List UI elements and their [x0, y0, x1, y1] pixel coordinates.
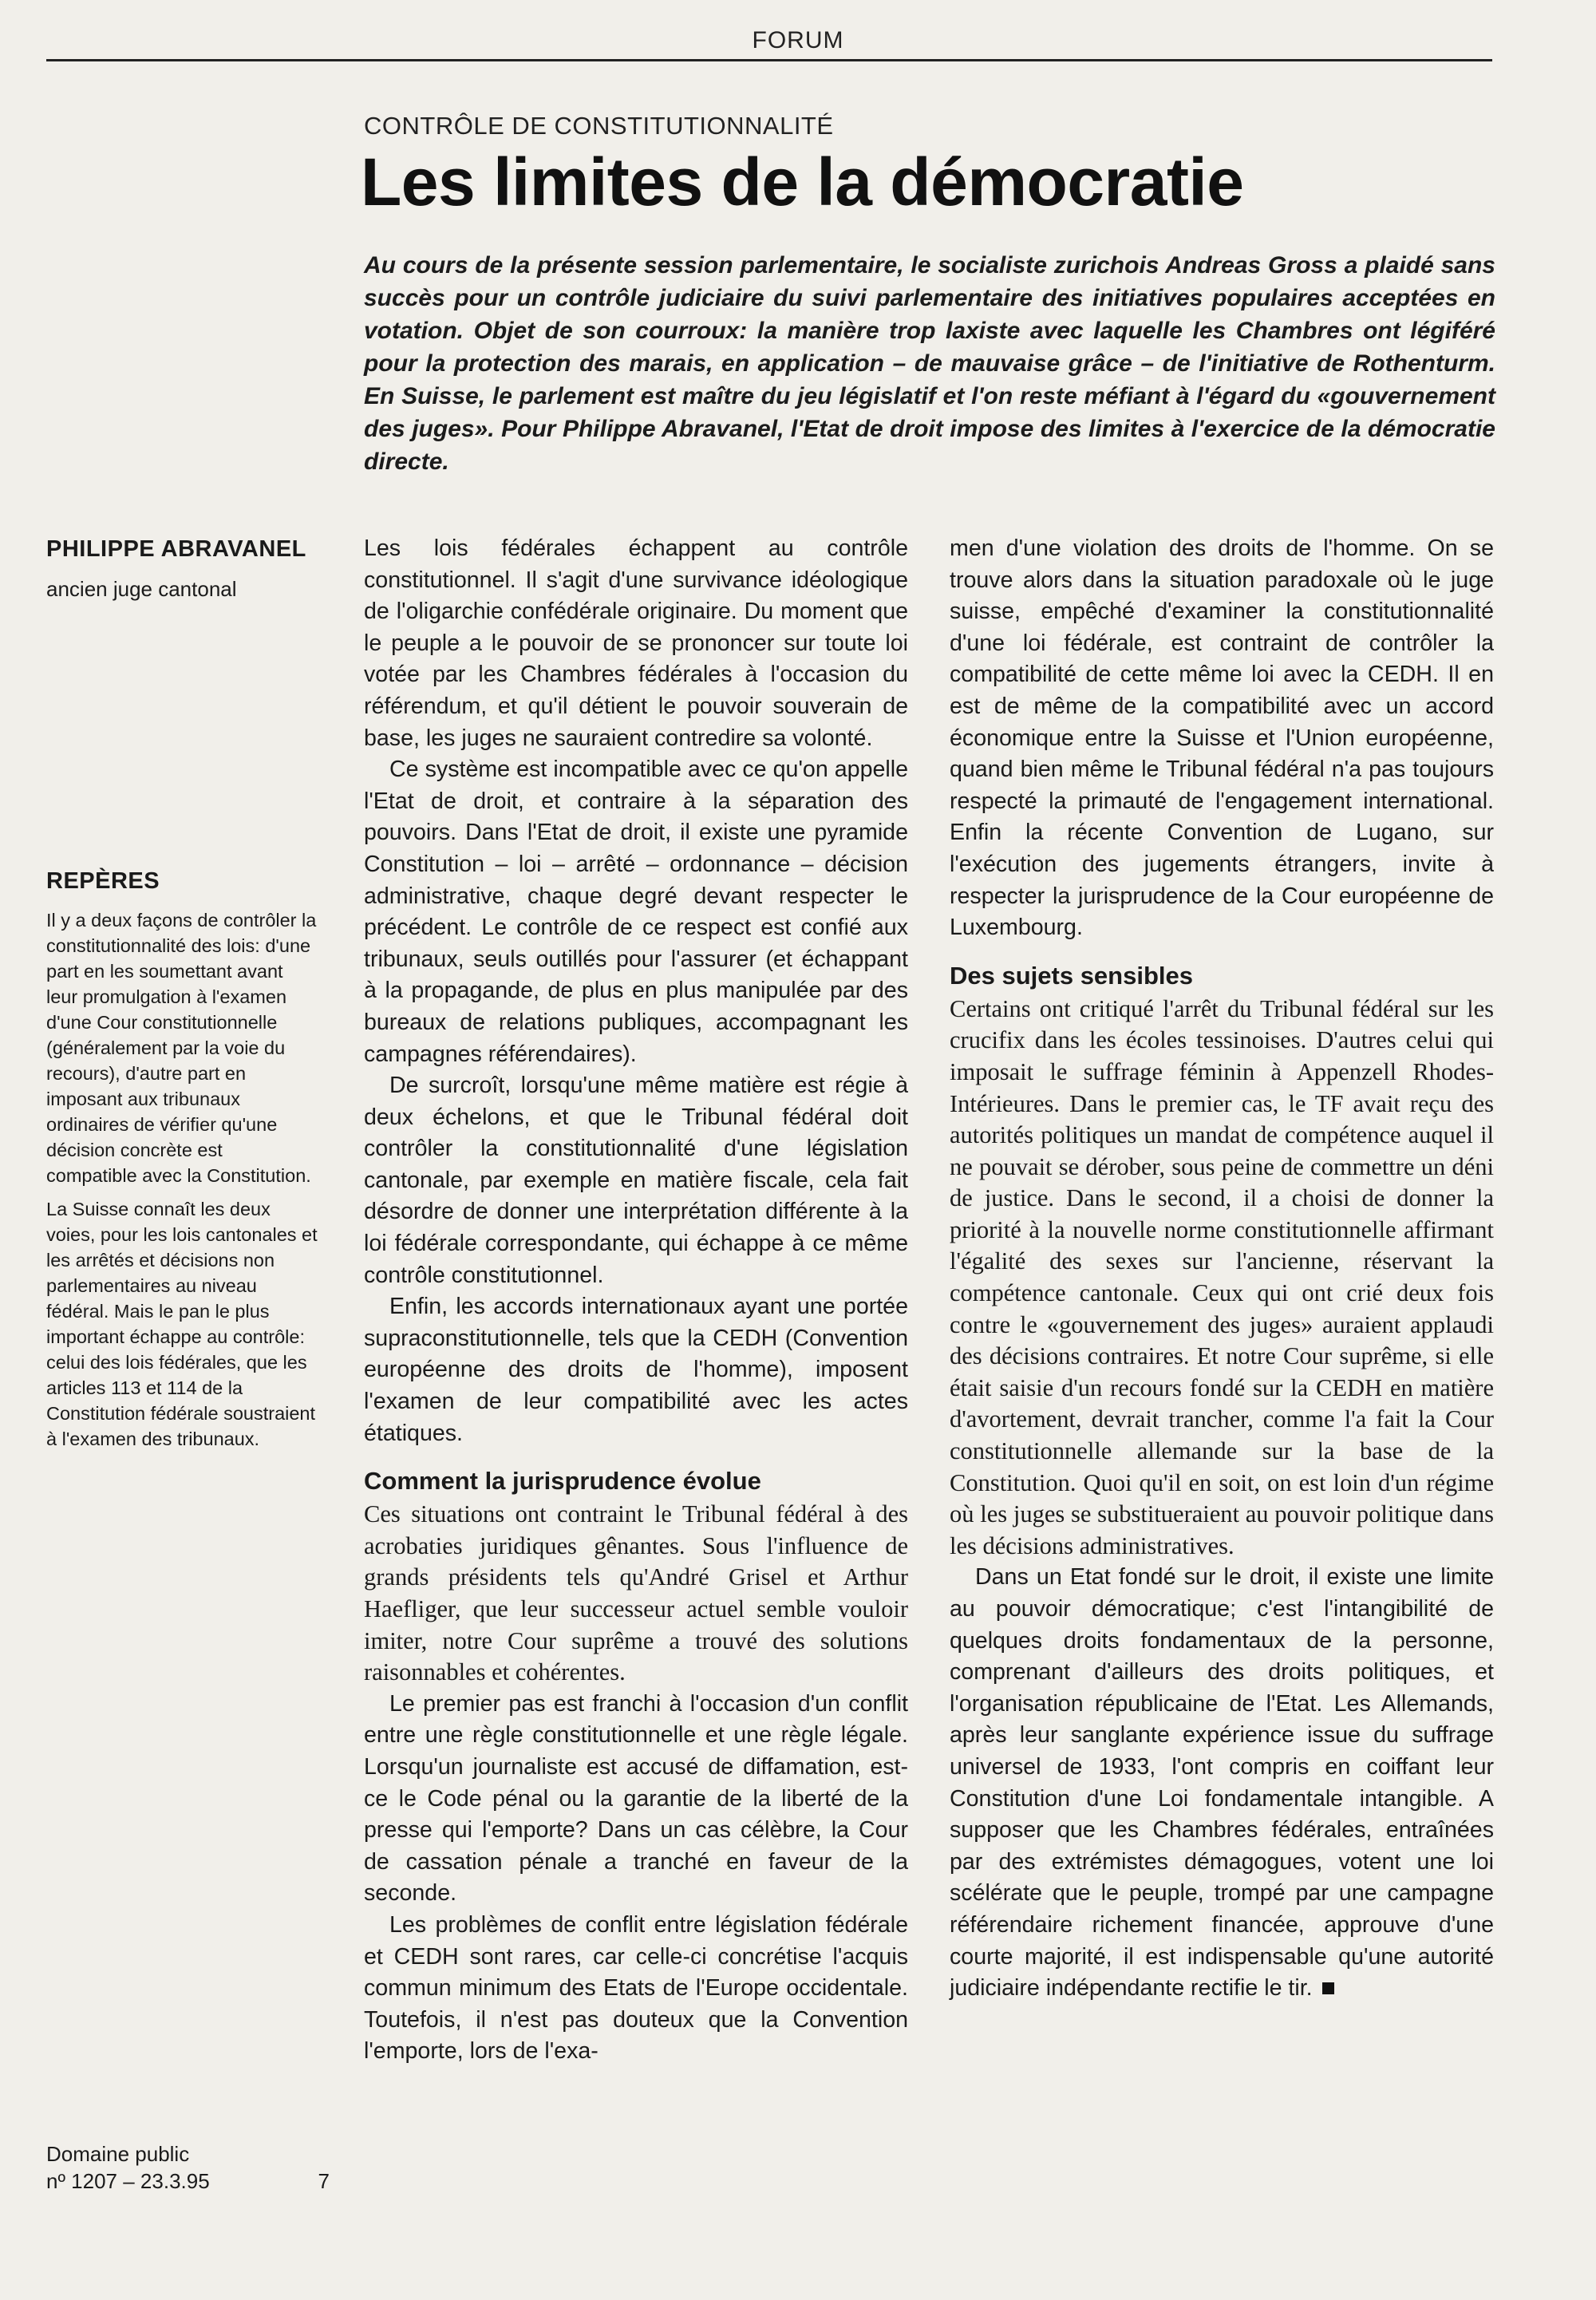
byline	[46, 536, 334, 602]
subheading: Des sujets sensibles	[950, 961, 1193, 990]
reperes-sidebar	[46, 868, 318, 1460]
closing-text: Dans un Etat fondé sur le droit, il existe une limite au pouvoir démocratique; c'est l'intangibilité de quelques droits fondamentaux de la personne, comprenant d'ailleurs des droits politiques, et l'organisation républicaine de l'Etat. Les Allemands, après leur sanglante expérience issue du suffrage universel de 1933, l'ont compris en coiffant leur Constitution d'une Loi fondamentale intangible. A supposer que les Chambres fédérales, entraînées par des extrémistes démagogues, votent une loi scélérate que le peuple, trompé par une campagne référendaire richement financée, approuve d'une courte majorité, il est indispensable qu'une autorité judiciaire indépendante rectifie le tir.	[950, 1564, 1494, 2002]
header-rule	[46, 59, 1492, 61]
reperes-paragraph: Il y a deux façons de contrôler la constitutionnalité des lois: d'une part en les soumettant avant leur promulgation à l'examen d'une Cour constitutionnelle (généralement par la voie du recours), d'autre part en imposant aux tribunaux ordinaires de vérifier qu'une décision concrète est compatible avec la Constitution.	[46, 910, 317, 1186]
article-title: Les limites de la démocratie	[361, 144, 1244, 219]
body-paragraph: Ces situations ont contraint le Tribunal fédéral à des acrobaties juridiques gênantes. Sous l'influence de grands présidents tels qu'André Grisel et Arthur Haefliger, que leur successeur actuel semble vouloir imiter, notre Cour suprême a trouvé des solutions raisonnables et cohérentes.	[364, 1500, 908, 1686]
article-kicker: CONTRÔLE DE CONSTITUTIONNALITÉ	[364, 112, 834, 140]
article-lead: Au cours de la présente session parlementaire, le socialiste zurichois Andreas Gross a plaidé sans succès pour un contrôle judiciaire du suivi parlementaire des initiatives populaires acceptées en votation. Objet de son courroux: la manière trop laxiste avec laquelle les Chambres ont légiféré pour la protection des marais, en application – de mauvaise grâce – de l'initiative de Rothenturm. En Suisse, le parlement est maître du jeu législatif et l'on reste méfiant à l'égard du «gouvernement des juges». Pour Philippe Abravanel, l'Etat de droit impose des limites à l'exercice de la démocratie directe.	[364, 252, 1495, 475]
author-name: PHILIPPE ABRAVANEL	[46, 536, 306, 562]
body-column-1	[364, 533, 908, 2068]
body-paragraph: De surcroît, lorsqu'une même matière est régie à deux échelons, et que le Tribunal fédéral doit contrôler la constitutionnalité d'une législation cantonale, par exemple en matière fiscale, cela fait désordre de donner une interprétation différente à la loi fédérale correspondante, qui échappe à ce même contrôle constitutionnel.	[364, 1073, 908, 1288]
reperes-title: REPÈRES	[46, 868, 160, 894]
author-role: ancien juge cantonal	[46, 577, 237, 601]
publication-name: Domaine public	[46, 2142, 190, 2166]
page-footer	[46, 2140, 334, 2195]
body-paragraph	[950, 1562, 1494, 2004]
issue-info: nº 1207 – 23.3.95	[46, 2169, 210, 2193]
section-label: FORUM	[752, 27, 844, 53]
end-mark-icon	[1322, 1982, 1334, 1994]
body-paragraph: Les problèmes de conflit entre législation fédérale et CEDH sont rares, car celle-ci concrétise l'acquis commun minimum des Etats de l'Europe occidentale. Toutefois, il n'est pas douteux que la Convention l'emporte, lors de l'exa-	[364, 1911, 908, 2065]
body-paragraph: men d'une violation des droits de l'homme. On se trouve alors dans la situation paradoxale où le juge suisse, empêché d'examiner la constitutionnalité d'une loi fédérale, est contraint de contrôler la compatibilité de cette même loi avec la CEDH. Il en est de même de la compatibilité avec un accord économique entre la Suisse et l'Union européenne, quand bien même le Tribunal fédéral n'a pas toujours respecté la primauté de l'engagement international. Enfin la récente Convention de Lugano, sur l'exécution des jugements étrangers, invite à respecter la jurisprudence de la Cour européenne de Luxembourg.	[950, 535, 1494, 941]
subheading: Comment la jurisprudence évolue	[364, 1467, 761, 1496]
body-paragraph: Enfin, les accords internationaux ayant une portée supraconstitutionnelle, tels que la CEDH (Convention européenne des droits de l'homme), imposent l'examen de leur compatibilité avec les actes étatiques.	[364, 1294, 908, 1446]
body-paragraph: Ce système est incompatible avec ce qu'on appelle l'Etat de droit, et contraire à la séparation des pouvoirs. Dans l'Etat de droit, il existe une pyramide Constitution – loi – arrêté – ordonnance – décision administrative, chaque degré devant respecter le précédent. Le contrôle de ce respect est confié aux tribunaux, seuls outillés pour l'assurer (et échappant à la propagande, de plus en plus manipulée par des bureaux de relations publiques, accompagnant les campagnes référendaires).	[364, 757, 908, 1067]
body-paragraph: Le premier pas est franchi à l'occasion d'un conflit entre une règle constitutionnelle et une règle légale. Lorsqu'un journaliste est accusé de diffamation, est-ce le Code pénal ou la garantie de la liberté de la presse qui l'emporte? Dans un cas célèbre, la Cour de cassation pénale a tranché en faveur de la seconde.	[364, 1690, 908, 1907]
body-paragraph: Certains ont critiqué l'arrêt du Tribunal fédéral sur les crucifix dans les écoles tessinoises. D'autres celui qui imposait le suffrage féminin à Appenzell Rhodes-Intérieures. Dans le premier cas, le TF avait reçu des autorités politiques un mandat de compétence auquel il ne pouvait se dérober, sous peine de commettre un déni de justice. Dans le second, il a choisi de donner la priorité à la nouvelle norme constitutionnelle affirmant l'égalité des sexes sur l'ancienne, réservant la compétence cantonale. Ceux qui ont crié deux fois contre le «gouvernement des juges» auraient applaudi des décisions contraires. Et notre Cour suprême, si elle était saisie d'un recours fondé sur la CEDH en matière d'avortement, devrait trancher, comme l'a fait la Cour constitutionnelle allemande sur la base de la Constitution. Quoi qu'il en soit, on est loin d'un régime où les juges se substitueraient au pouvoir politique dans les décisions administratives.	[950, 994, 1494, 1559]
reperes-paragraph: La Suisse connaît les deux voies, pour les lois cantonales et les arrêtés et décisions non parlementaires au niveau fédéral. Mais le pan le plus important échappe au contrôle: celui des lois fédérales, que les articles 113 et 114 de la Constitution fédérale soustraient à l'examen des tribunaux.	[46, 1199, 318, 1449]
body-column-2	[950, 533, 1494, 2005]
page-number: 7	[318, 2169, 330, 2193]
body-paragraph: Les lois fédérales échappent au contrôle constitutionnel. Il s'agit d'une survivance idéologique de l'oligarchie confédérale originaire. Du moment que le peuple a le pouvoir de se prononcer sur toute loi votée par les Chambres fédérales à l'occasion du référendum, et qu'il détient le pouvoir souverain de base, les juges ne sauraient contredire sa volonté.	[364, 535, 908, 751]
